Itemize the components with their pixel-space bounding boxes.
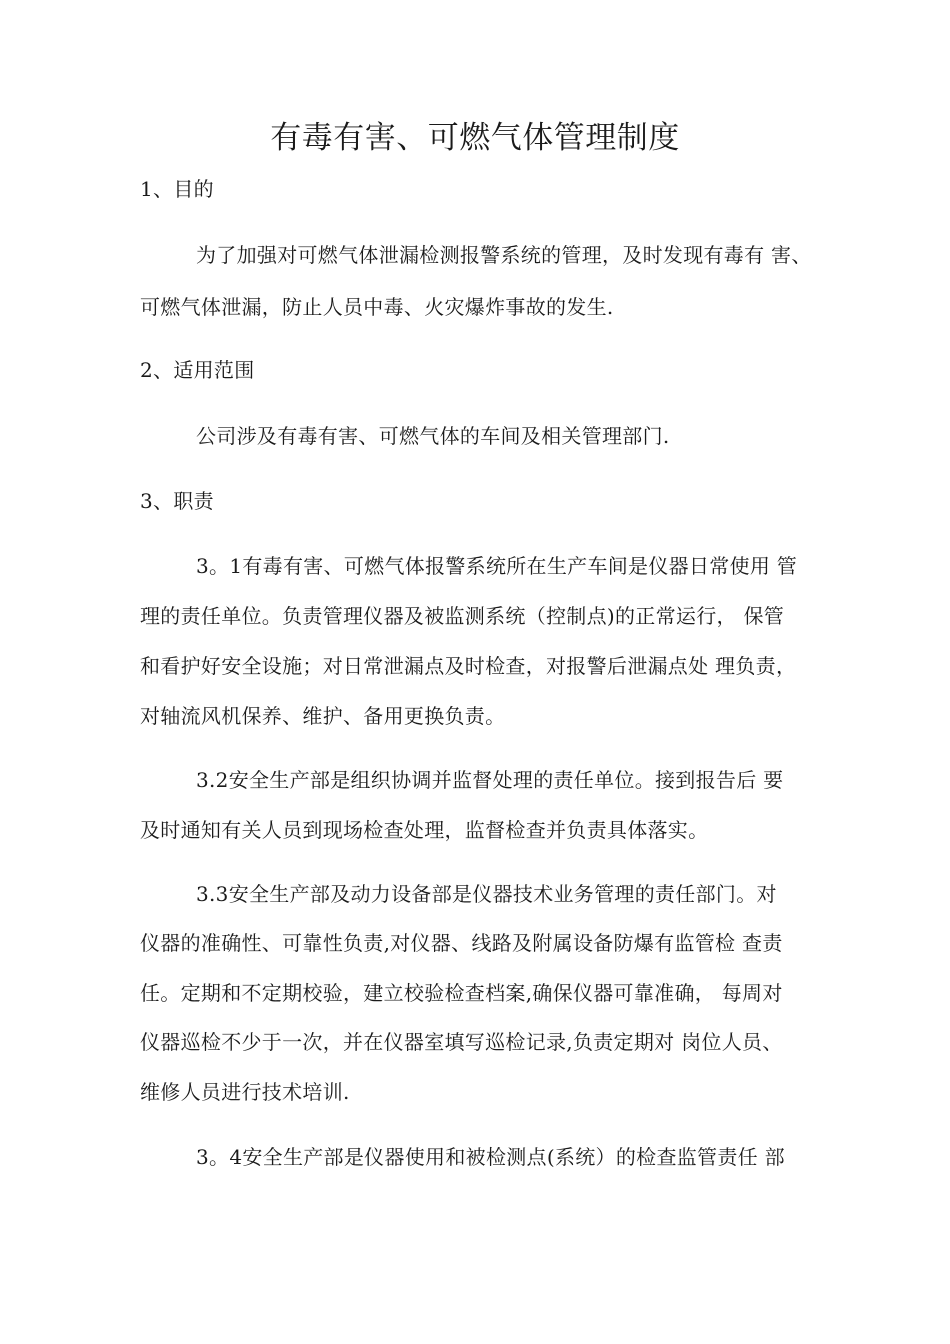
document-title: 有毒有害、可燃气体管理制度 xyxy=(270,120,680,156)
paragraph-line: 3。4安全生产部是仪器使用和被检测点(系统）的检查监管责任 部 xyxy=(196,1145,785,1169)
paragraph-line: 3。1有毒有害、可燃气体报警系统所在生产车间是仪器日常使用 管 xyxy=(196,554,798,578)
paragraph-line: 对轴流风机保养、维护、备用更换负责。 xyxy=(140,704,506,728)
paragraph-line: 维修人员进行技术培训. xyxy=(140,1080,350,1104)
paragraph-line: 仪器巡检不少于一次，并在仪器室填写巡检记录,负责定期对 岗位人员、 xyxy=(140,1030,783,1054)
paragraph-line: 仪器的准确性、可靠性负责,对仪器、线路及附属设备防爆有监管检 查责 xyxy=(140,931,783,955)
paragraph-line: 3.3安全生产部及动力设备部是仪器技术业务管理的责任部门。对 xyxy=(196,882,777,906)
paragraph-line: 任。定期和不定期校验，建立校验检查档案,确保仪器可靠准确， 每周对 xyxy=(140,981,783,1005)
section-heading-purpose: 1、目的 xyxy=(140,177,214,201)
paragraph-line: 可燃气体泄漏，防止人员中毒、火灾爆炸事故的发生. xyxy=(140,295,614,319)
paragraph-line: 及时通知有关人员到现场检查处理，监督检查并负责具体落实。 xyxy=(140,818,709,842)
section-heading-scope: 2、适用范围 xyxy=(140,358,255,382)
paragraph-line: 为了加强对可燃气体泄漏检测报警系统的管理，及时发现有毒有 害、 xyxy=(196,243,812,267)
paragraph-line: 3.2安全生产部是组织协调并监督处理的责任单位。接到报告后 要 xyxy=(196,768,784,792)
paragraph-line: 理的责任单位。负责管理仪器及被监测系统（控制点)的正常运行， 保管 xyxy=(140,604,785,628)
paragraph-line: 公司涉及有毒有害、可燃气体的车间及相关管理部门. xyxy=(196,424,670,448)
paragraph-line: 和看护好安全设施；对日常泄漏点及时检查，对报警后泄漏点处 理负责， xyxy=(140,654,797,678)
section-heading-responsibilities: 3、职责 xyxy=(140,489,214,513)
